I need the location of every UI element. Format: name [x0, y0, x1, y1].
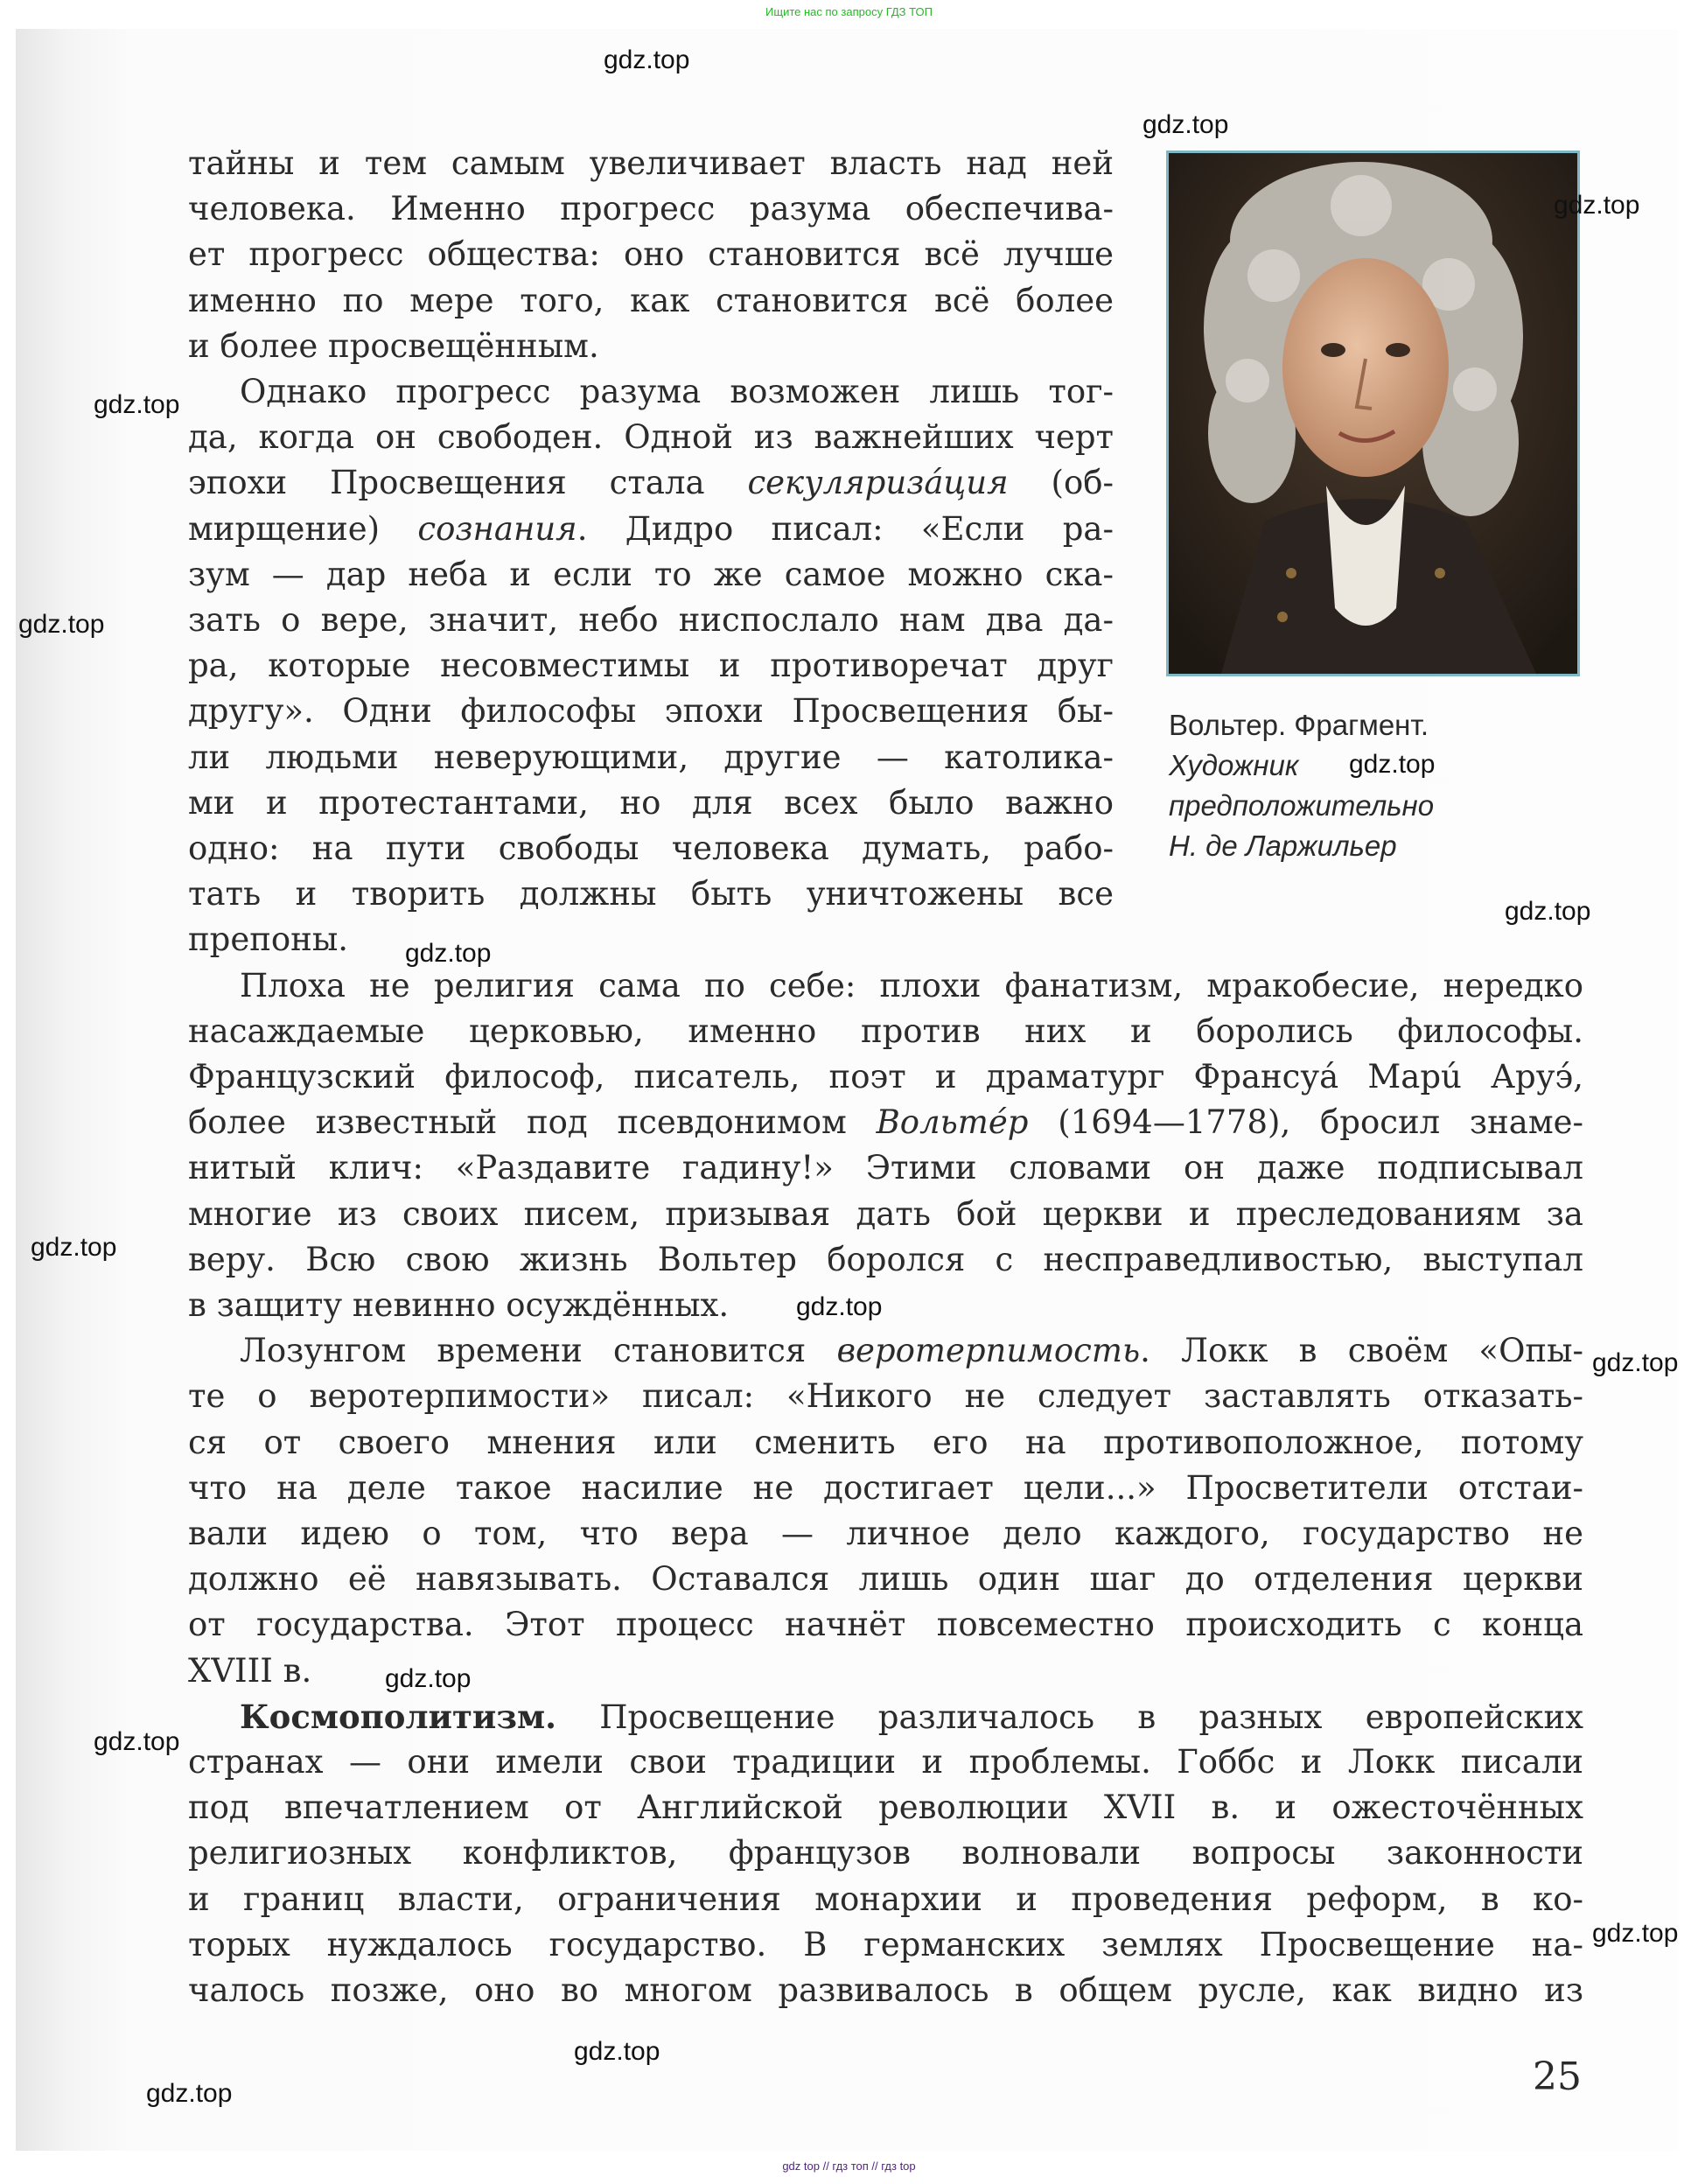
gdz-watermark: gdz.top [385, 1664, 472, 1693]
text-line [188, 689, 1114, 734]
text-line [188, 1694, 1583, 1740]
text-line [188, 232, 1114, 277]
text-segment: нитый клич: «Раздавите гадину!» Этими словами он даже подписывал [188, 1149, 1583, 1187]
text-segment: ми и протестантами, но для всех было важно [188, 783, 1114, 822]
text-line [188, 1922, 1583, 1968]
text-line [188, 186, 1114, 232]
text-line [188, 1145, 1583, 1191]
italic-term: веротерпимость [836, 1332, 1141, 1370]
text-line [188, 141, 1114, 186]
text-line [188, 415, 1114, 460]
text-line [188, 1192, 1583, 1237]
text-line [188, 1602, 1583, 1648]
figure-caption-title: Вольтер. Фрагмент. [1169, 709, 1429, 741]
text-segment: более известный под псевдонимом [188, 1103, 877, 1142]
gdz-watermark: gdz.top [1349, 750, 1436, 779]
top-watermark-note: Ищите нас по запросу ГДЗ ТОП [765, 5, 933, 18]
gdz-watermark: gdz.top [1592, 1348, 1679, 1377]
text-segment: торых нуждалось государство. В германских землях Просвещение на- [188, 1925, 1583, 1964]
text-segment: Лозунгом времени становится [240, 1332, 837, 1370]
text-segment: Французский философ, писатель, поэт и драматург Франсуá Марú Аруэ́, [188, 1058, 1583, 1096]
text-segment: религиозных конфликтов, французов волновали вопросы законности [188, 1834, 1583, 1872]
text-segment: именно по мере того, как становится всё более [188, 281, 1114, 319]
text-segment: и более просвещённым. [188, 326, 599, 365]
text-segment: человека. Именно прогресс разума обеспечива- [188, 190, 1114, 228]
text-segment: (1694—1778), бросил знаме- [1028, 1103, 1583, 1142]
gdz-watermark: gdz.top [146, 2079, 233, 2108]
text-segment: тать и творить должны быть уничтожены все [188, 875, 1114, 914]
page-number: 25 [1533, 2054, 1582, 2099]
text-line [188, 1328, 1583, 1374]
text-segment: тайны и тем самым увеличивает власть над ней [188, 144, 1114, 182]
text-segment: веру. Всю свою жизнь Вольтер боролся с несправедливостью, выступал [188, 1240, 1583, 1278]
italic-term: секуляризáция [747, 464, 1009, 502]
italic-term: сознания [417, 509, 577, 548]
figure-caption-line: предположительно [1169, 789, 1435, 822]
bottom-watermark-note: gdz top // гдз топ // гдз top [782, 2160, 916, 2173]
text-line [188, 735, 1114, 780]
text-line [188, 598, 1114, 643]
text-line [188, 780, 1114, 826]
bold-heading: Космополитизм. [240, 1697, 556, 1736]
text-line [188, 1830, 1583, 1876]
gdz-watermark: gdz.top [94, 1727, 180, 1756]
text-line [188, 1374, 1583, 1419]
text-line [188, 324, 1114, 369]
text-segment: Однако прогресс разума возможен лишь тог- [240, 373, 1114, 410]
text-segment: странах — они имели свои традиции и проблемы. Гоббс и Локк писали [188, 1743, 1583, 1781]
text-line [188, 643, 1114, 689]
text-segment: должно её навязывать. Оставался лишь один шаг до отделения церкви [188, 1560, 1583, 1599]
voltaire-portrait [1166, 150, 1580, 676]
text-segment: ра, которые несовместимы и противоречат друг [188, 647, 1114, 685]
gdz-watermark: gdz.top [796, 1292, 883, 1321]
text-segment: насаждаемые церковью, именно против них и боролись философы. [188, 1012, 1583, 1050]
portrait-image [1169, 153, 1577, 674]
text-segment: мирщение) [188, 509, 418, 548]
gdz-watermark: gdz.top [1554, 191, 1640, 220]
text-segment: препоны. [188, 920, 349, 959]
text-segment: вали идею о том, что вера — личное дело каждого, государство не [188, 1515, 1583, 1552]
text-line [188, 826, 1114, 872]
text-line [188, 1466, 1583, 1511]
text-segment: в защиту невинно осуждённых. [188, 1286, 730, 1324]
text-segment: зум — дар неба и если то же самое можно ска- [188, 555, 1114, 593]
text-line [188, 552, 1114, 598]
text-segment: зать о вере, значит, небо ниспослало нам два да- [188, 601, 1114, 639]
text-line [188, 963, 1583, 1009]
text-line [188, 460, 1114, 506]
text-line [188, 1283, 1583, 1328]
gdz-watermark: gdz.top [1505, 897, 1591, 926]
text-line [188, 1557, 1583, 1602]
text-segment: что на деле такое насилие не достигает цели...» Просветители отстаи- [188, 1468, 1583, 1507]
text-line [188, 1877, 1583, 1922]
text-line [188, 872, 1114, 917]
gdz-watermark: gdz.top [574, 2037, 660, 2066]
text-segment: Плоха не религия сама по себе: плохи фанатизм, мракобесие, нередко [240, 966, 1583, 1004]
gdz-watermark: gdz.top [94, 390, 180, 419]
text-segment: XVIII в. [188, 1651, 312, 1690]
text-segment: ся от своего мнения или сменить его на противоположное, потому [188, 1423, 1583, 1461]
text-segment: другу». Одни философы эпохи Просвещения бы- [188, 692, 1114, 731]
text-line [188, 1785, 1583, 1830]
text-segment: Просвещение различалось в разных европейских [556, 1698, 1583, 1736]
text-segment: и границ власти, ограничения монархии и проведения реформ, в ко- [188, 1880, 1583, 1918]
text-line [188, 1009, 1583, 1054]
gdz-watermark: gdz.top [31, 1233, 117, 1262]
text-line [188, 1968, 1583, 2013]
gdz-watermark: gdz.top [1142, 110, 1229, 139]
gdz-watermark: gdz.top [1592, 1919, 1679, 1948]
text-segment: под впечатлением от Английской революции XVII в. и ожесточённых [188, 1788, 1583, 1827]
figure-caption-line: Н. де Ларжильер [1169, 830, 1397, 862]
italic-term: Вольтéр [876, 1103, 1029, 1142]
text-line [188, 278, 1114, 324]
text-segment: . Дидро писал: «Если ра- [576, 509, 1114, 548]
text-segment: . Локк в своём «Опы- [1140, 1332, 1584, 1370]
text-segment: одно: на пути свободы человека думать, рабо- [188, 830, 1114, 867]
text-line [188, 369, 1114, 415]
text-segment: ет прогресс общества: оно становится всё лучше [188, 235, 1114, 274]
text-segment: (об- [1008, 464, 1114, 502]
text-segment: эпохи Просвещения стала [188, 464, 748, 502]
text-line [188, 1237, 1583, 1283]
text-segment: чалось позже, оно во многом развивалось в общем русле, как видно из [188, 1971, 1583, 2009]
gdz-watermark: gdz.top [18, 610, 105, 639]
gdz-watermark: gdz.top [405, 939, 492, 968]
text-segment: те о веротерпимости» писал: «Никого не следует заставлять отказать- [188, 1377, 1583, 1416]
text-segment: от государства. Этот процесс начнёт повсеместно происходить с конца [188, 1606, 1583, 1644]
text-line [188, 1511, 1583, 1557]
figure-caption-line: Художник [1169, 749, 1299, 781]
text-line [188, 1100, 1583, 1145]
text-line [188, 1054, 1583, 1100]
text-segment: многие из своих писем, призывая дать бой церкви и преследованиям за [188, 1194, 1583, 1233]
text-segment: да, когда он свободен. Одной из важнейших черт [188, 418, 1114, 457]
text-line [188, 1740, 1583, 1785]
text-segment: ли людьми неверующими, другие — католика- [188, 738, 1114, 776]
text-line [188, 1420, 1583, 1466]
text-line [188, 507, 1114, 552]
text-line [188, 917, 1114, 962]
gdz-watermark: gdz.top [604, 46, 690, 74]
